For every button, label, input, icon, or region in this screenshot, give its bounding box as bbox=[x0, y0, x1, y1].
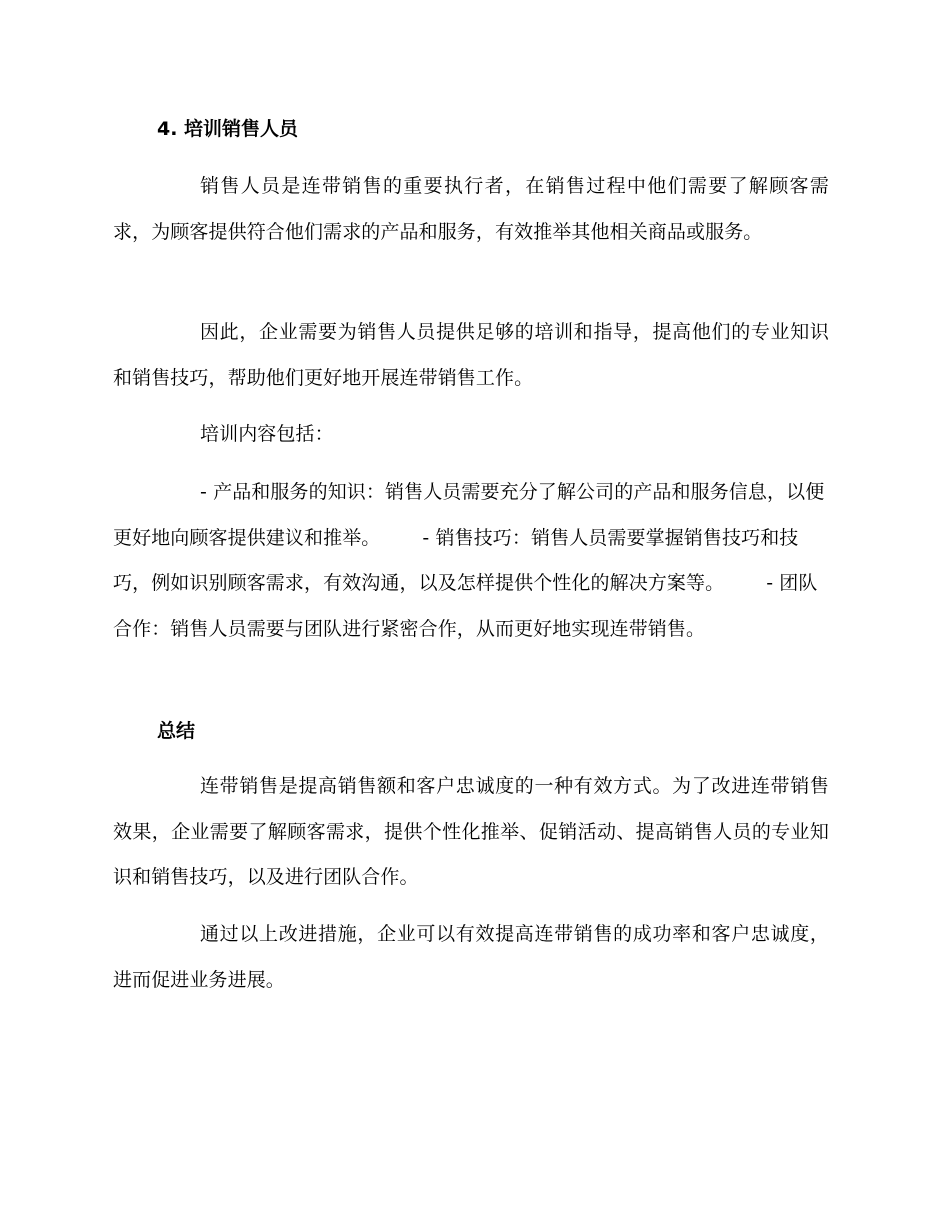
paragraph-training-items bbox=[113, 470, 829, 652]
paragraph-conclusion: 通过以上改进措施，企业可以有效提高连带销售的成功率和客户忠诚度，进而促进业务进展。 bbox=[113, 923, 829, 991]
paragraph-salesperson-role: 销售人员是连带销售的重要执行者，在销售过程中他们需要了解顾客需求，为顾客提供符合他们需求的产品和服务，有效推举其他相关商品或服务。 bbox=[113, 175, 829, 243]
paragraph-training-content-intro: 培训内容包括： bbox=[200, 423, 334, 445]
training-item-teamwork: - 团队合作：销售人员需要与团队进行紧密合作，从而更好地实现连带销售。 bbox=[113, 572, 818, 640]
section-heading-summary: 总结 bbox=[157, 720, 196, 742]
paragraph-summary: 连带销售是提高销售额和客户忠诚度的一种有效方式。为了改进连带销售效果，企业需要了解顾客需求，提供个性化推举、促销活动、提高销售人员的专业知识和销售技巧，以及进行团队合作。 bbox=[113, 775, 829, 888]
section-heading-training: 4. 培训销售人员 bbox=[157, 118, 299, 140]
training-item-sales-skills: - 销售技巧：销售人员需要掌握销售技巧和技巧，例如识别顾客需求，有效沟通，以及怎样提供个性化的解决方案等。 bbox=[113, 526, 799, 594]
training-item-knowledge: - 产品和服务的知识：销售人员需要充分了解公司的产品和服务信息，以便更好地向顾客提供建议和推举。 bbox=[113, 481, 825, 549]
paragraph-training-need: 因此，企业需要为销售人员提供足够的培训和指导，提高他们的专业知识和销售技巧，帮助他们更好地开展连带销售工作。 bbox=[113, 321, 829, 389]
